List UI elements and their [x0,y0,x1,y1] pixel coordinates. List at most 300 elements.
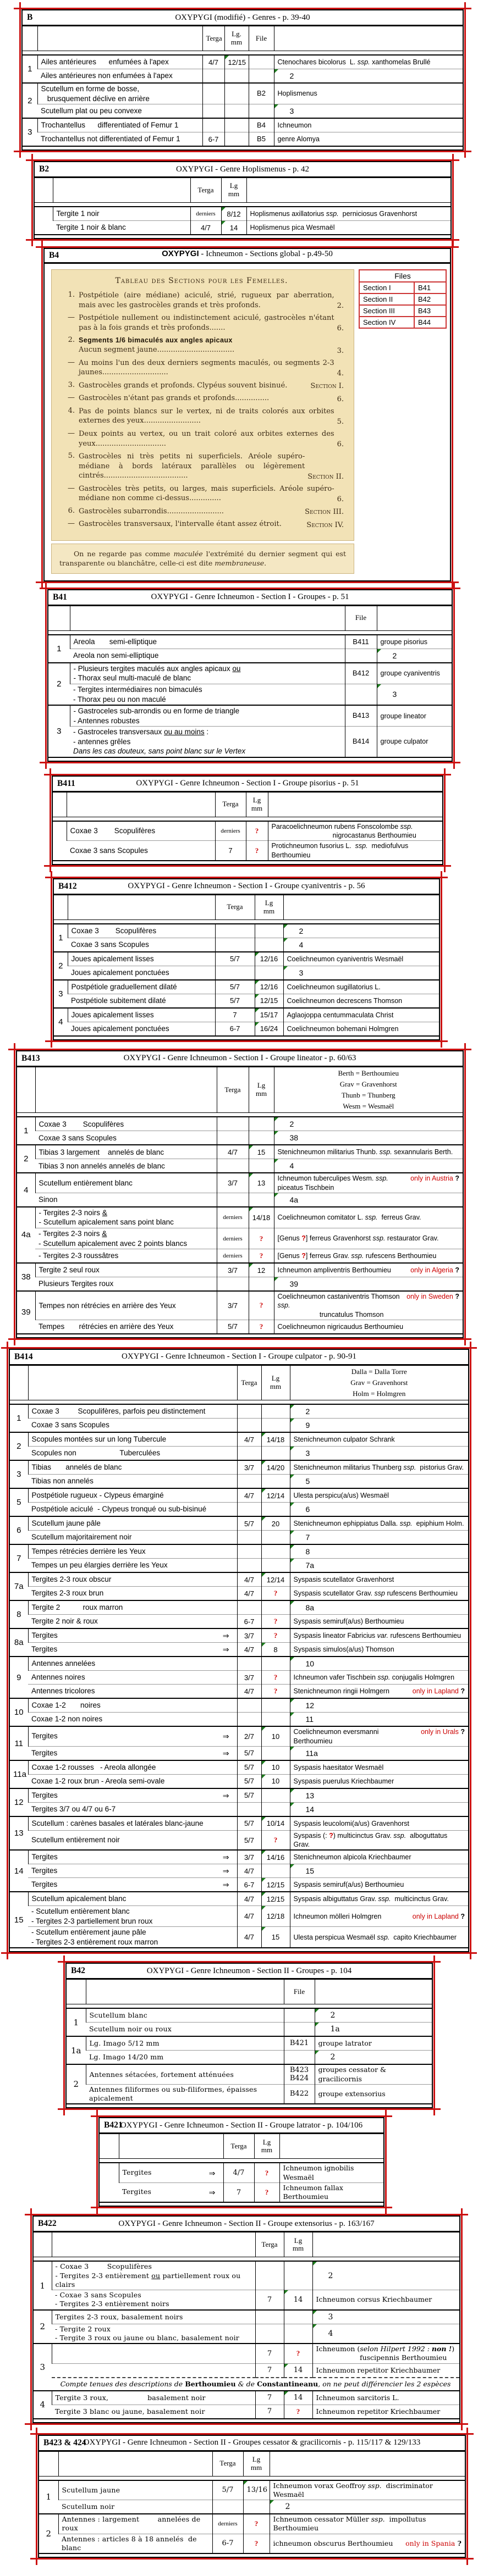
comment-marker-icon [284,938,288,942]
comment-marker-icon [274,104,278,108]
criterion-cell: Postpétiole aciculé - Clypeus tronqué ou sub-bisinué [28,1503,237,1517]
length-cell: ? [261,1671,290,1685]
key-row [22,55,463,69]
criterion-cell: Tergite 2 roux marron [28,1600,237,1615]
row-number: 1 [9,1404,28,1432]
key-row [22,132,463,147]
species-cell: groupe culpator [377,727,452,757]
double-arrow-icon: ⇒ [222,1791,229,1800]
header-blank [66,1979,86,2004]
key-row [33,2391,460,2405]
spacer-row [66,2104,432,2108]
comment-marker-icon [313,2311,317,2314]
length-cell: 13 [249,1173,274,1193]
comment-marker-icon [262,1643,266,1647]
file-ref-cell: B411 [345,635,377,649]
comment-marker-icon [290,1503,294,1506]
length-cell [261,1419,290,1433]
terga-cell: derniers [217,1249,249,1264]
entry-text: Gastrocèles très petits, ou larges, mais superficiels. Aréole supéro-médiane non comme ci-dessus.............. [79,484,334,503]
criterion-cell: Tergites ⇒ [28,1726,237,1746]
terga-cell: 5/7 [237,1830,261,1850]
row-number [34,207,53,235]
file-ref-cell [284,2008,315,2023]
key-table-B422 [30,2214,463,2424]
species-cell: Syspasis leucolomi(a/us) Gravenhorst [290,1816,469,1831]
row-number: 3 [22,118,37,146]
row-number: 2 [53,952,68,980]
length-cell: 8 [261,1643,290,1657]
key-row [9,1531,469,1545]
criterion-cell: Tergite 3 blanc ou jaune, basalement noir [52,2405,255,2419]
key-row [9,1447,469,1461]
entry-text: Gastrocèles ni très petits ni superficiels. Aréole supéro-médiane à bords latéraux parallèles ou légèrement cintrés..................................... [79,452,305,480]
key-row [99,2163,384,2182]
length-cell: 14 [284,2363,312,2378]
length-cell: ? [249,1228,274,1249]
row-number: 8 [9,1600,28,1628]
criterion-cell: Coxae 3 Scopulifères [35,1117,217,1131]
criterion-cell: Tergites ⇒ [28,1878,237,1892]
row-number [99,2163,119,2202]
criterion-cell: Scutellum noir ou roux [86,2023,284,2037]
key-row [22,118,463,132]
file-ref-cell: B421 [284,2036,315,2051]
comment-marker-icon [313,2262,317,2265]
length-cell [261,1657,290,1671]
criterion-cell: Scutellum apicalement blanc [28,1892,237,1906]
table-code: B41 [53,592,67,602]
scan-entry [59,381,344,391]
key-grid-B2 [34,161,452,239]
terga-cell [237,1447,261,1461]
header-blank [48,605,70,630]
key-row [9,1927,469,1948]
goto-cell: 39 [274,1277,463,1292]
key-grid-B414 [9,1349,469,1953]
key-row [9,1544,469,1559]
files-row [359,293,446,305]
files-code: B44 [414,317,446,328]
file-ref-cell [249,104,274,119]
terga-cell: 7 [255,2290,284,2310]
length-cell [255,938,283,952]
entry-target: Section II. [307,472,344,481]
key-row [48,727,452,757]
key-row [9,1404,469,1419]
double-arrow-icon: ⇒ [208,2188,216,2197]
criterion-cell: Tergites ⇒ [119,2182,223,2202]
entry-target: 5. [337,417,344,426]
comment-marker-icon [270,2500,274,2504]
comment-marker-icon [290,1657,294,1661]
criterion-cell: Scutellum majoritairement noir [28,1531,237,1545]
length-cell [284,2324,312,2344]
scan-panel [51,269,354,541]
length-cell [261,1531,290,1545]
terga-cell: 5/7 [237,1774,261,1788]
goto-cell: 3 [290,1447,469,1461]
length-cell: 12/16 [255,952,283,966]
terga-cell: 3/7 [217,1263,249,1277]
key-row [9,1906,469,1927]
entry-text: Deux points au vertex, ou un trait coloré aux orbites externes des yeux............................... [79,429,334,448]
key-row [17,1173,463,1193]
row-number: 2 [39,2514,58,2553]
row-number: 7 [9,1544,28,1572]
species-cell: [Genus ?] ferreus Gravenhorst ssp. restaurator Grav. [274,1228,463,1249]
length-cell: ? [254,2163,279,2182]
key-row [66,2064,432,2084]
criterion-cell [52,2363,255,2378]
comment-marker-icon [255,1009,259,1012]
length-cell: 12/16 [255,980,283,994]
table-code: B423 & 424 [43,2437,86,2447]
comment-marker-icon [290,1789,294,1793]
comment-marker-icon [262,1433,266,1437]
species-cell: Syspasis lineator Fabricius var. rufescens Berthoumieu [290,1628,469,1643]
terga-cell [212,2500,243,2514]
column-header-lg: Lg mm [254,2134,279,2159]
key-row [9,1746,469,1760]
region-flag: only in Austria ? [410,1175,459,1183]
criterion-cell: Tergites 2-3 roux obscur [28,1572,237,1587]
header-blank [70,605,345,630]
species-cell: Stenichneumon alpicola Kriechbaumer [290,1850,469,1864]
terga-cell [237,1419,261,1433]
region-flag: only in Urals ? [421,1728,465,1736]
species-cell: only in Austria ? Ichneumon tuberculipes Wesm. ssp. piceatus Tischbein [274,1173,463,1193]
table-code: B2 [39,164,50,174]
spacer-row [53,1036,439,1040]
header-blank [68,894,215,919]
key-row [9,1788,469,1803]
species-cell: Syspasis semiruf(a/us) Berthoumieu [290,1878,469,1892]
criterion-cell: Scutellum noir [58,2500,212,2514]
key-row [9,1864,469,1878]
species-cell: Stenichneumon militarius Thunberg ssp. pistorius Grav. [290,1460,469,1475]
criterion-cell: Tibias 3 non annelés annelés de blanc [35,1159,217,1173]
files-section: Section II [359,293,414,305]
criterion-cell: Tibias annelés de blanc [28,1460,237,1475]
header-blank [119,2134,223,2159]
header-blank [58,2451,212,2476]
comment-marker-icon [262,1761,266,1765]
comment-marker-icon [249,1264,253,1267]
table-title: OXYPYGI - Genre Ichneumon - Section II - Groupes - p. 104 [146,1966,352,1975]
terga-cell [237,1503,261,1517]
table-title: OXYPYGI - Genre Ichneumon - Section II - Groupes cessator & gracilicornis - p. 115/117 & 129/133 [83,2438,421,2447]
comment-marker-icon [274,69,278,73]
scan-entry [59,507,344,517]
comment-marker-icon [262,1517,266,1521]
species-cell: Syspasis semiruf(a/us) Berthoumieu [290,1615,469,1629]
key-table-B414 [7,1347,471,1954]
entry-number: 1. [68,291,75,300]
comment-marker-icon [262,1817,266,1821]
terga-cell: 3/7 [237,1460,261,1475]
column-header-lg: Lg mm [261,1365,290,1400]
file-ref-cell: B422 [284,2084,315,2104]
criterion-cell: Tergites ⇒ [28,1864,237,1878]
entry-text: Au moins l'un des deux derniers segments maculés, ou segments 2-3 jaunes............................. [79,358,334,377]
comment-marker-icon [262,1573,266,1577]
criterion-cell: Tempes non rétrécies en arrière des Yeux [35,1291,217,1320]
key-row [17,1320,463,1334]
entry-target: 6. [337,440,344,449]
length-cell: 14 [284,2391,312,2405]
criterion-cell: Coxae 3 Scopulifères [68,924,215,938]
terga-cell: 7 [223,2182,254,2202]
criterion-cell: Coxae 3 Scopulifères, parfois peu distinctement [28,1404,237,1419]
length-cell: 10 [261,1760,290,1775]
header-blank [67,791,215,817]
spacer-row [52,861,443,865]
species-cell: Hoplismenus [274,83,463,104]
terga-cell: 4/7 [202,55,224,69]
terga-cell: 3/7 [217,1173,249,1193]
criterion-cell: Scutellum entièrement noir [28,1830,237,1850]
header-blank [9,1365,28,1400]
criterion-cell: - Scutellum entièrement jaune pâle - Tergites 2-3 entièrement roux marron [28,1927,237,1948]
sections-scan-body [45,264,450,580]
key-row [9,1419,469,1433]
terga-cell [237,1802,261,1816]
length-cell: 12/14 [261,1572,290,1587]
spacer-row [33,2419,460,2423]
species-cell: Ichneumon ignobilis Wesmaël [279,2163,384,2182]
criterion-cell: Coxae 1-2 non noires [28,1713,237,1727]
comment-marker-icon [274,1193,278,1197]
criterion-cell: Plusieurs Tergites roux [35,1277,217,1292]
criterion-cell: Tergites 3/7 ou 4/7 ou 6-7 [28,1802,237,1816]
row-number: 2 [22,83,37,118]
column-header-file: File [249,26,274,51]
species-cell: Syspasis puerulus Kriechbaumer [290,1774,469,1788]
length-cell: 14/16 [261,1850,290,1864]
terga-cell: 3/7 [237,1628,261,1643]
species-cell: Ulesta perspicua Wesmaël ssp. capito Kriechbaumer [290,1927,469,1948]
scan-entry [59,429,344,448]
column-header-terga: Terga [237,1365,261,1400]
species-cell: Hoplismenus axillatorius ssp. perniciosus Gravenhorst [246,207,451,221]
terga-cell: 5/7 [237,1746,261,1760]
column-header-terga: Terga [215,791,246,817]
key-row [34,207,451,221]
column-header-lg: Lg. mm [224,26,249,51]
criterion-cell: - Tergites intermédiaires non bimaculés - Thorax peu ou non maculé [70,684,345,706]
key-row [9,1726,469,1746]
column-header-file: File [284,1979,315,2004]
double-arrow-icon: ⇒ [222,1732,229,1741]
spacer-row [17,1334,463,1338]
key-grid-B423424 [38,2435,466,2558]
files-section: Section III [359,305,414,317]
key-row [48,705,452,727]
goto-cell: 4 [312,2324,460,2344]
files-row [359,317,446,328]
length-cell: ? [261,1615,290,1629]
species-cell: only in Lapland ? Ichneumon mölleri Holmgren [290,1906,469,1927]
spacer-row [34,235,451,239]
table-code: B411 [57,778,75,788]
length-cell: 12/15 [261,1878,290,1892]
table-title-bar [17,1051,463,1067]
row-number: 1 [33,2261,52,2309]
table-title-bar [99,2118,384,2134]
goto-cell: 8 [290,1544,469,1559]
comment-marker-icon [262,1489,266,1493]
criterion-cell: Trochantellus not differentiated of Femur 1 [37,132,202,147]
key-row [53,924,439,938]
spacer-row [48,757,452,761]
row-number: 11a [9,1760,28,1788]
header-blank [53,894,68,919]
entry-text: Gastrocèles subarrondis......................... [79,507,224,516]
key-grid-B [21,9,464,151]
row-number: 4 [33,2391,52,2419]
double-arrow-icon: ⇒ [222,1631,229,1641]
scan-entry [59,313,344,333]
comment-marker-icon [255,1022,259,1026]
files-section: Section IV [359,317,414,328]
terga-cell: 3/7 [237,1671,261,1685]
terga-cell [237,1475,261,1489]
file-ref-cell [249,69,274,84]
length-cell: 12/15 [261,1892,290,1906]
row-number: 1 [53,924,68,952]
criterion-cell: - Tergites 2-3 noirs & - Scutellum apicalement avec 2 points blancs [35,1228,217,1249]
comment-marker-icon [222,207,226,211]
entry-number: 2. [68,336,75,345]
length-cell [261,1404,290,1419]
key-row [33,2363,460,2378]
length-cell: 8/12 [221,207,246,221]
entry-text: Pas de points blancs sur le vertex, ni de traits colorés aux orbites externes des yeux......................... [79,407,334,425]
goto-cell: 2 [315,2051,432,2065]
length-cell [255,966,283,980]
length-cell [261,1544,290,1559]
length-cell [249,1117,274,1131]
key-table-B412 [51,877,442,1042]
terga-cell [237,1559,261,1573]
comment-marker-icon [274,1159,278,1163]
criterion-cell: Ailes antérieures non enfumées à l'apex [37,69,202,84]
terga-cell: 4/7 [237,1685,261,1699]
double-arrow-icon: ⇒ [222,1880,229,1890]
length-cell: 15 [249,1145,274,1159]
terga-cell: 5/7 [215,980,255,994]
key-row [17,1249,463,1264]
header-blank [37,26,202,51]
length-cell [284,2310,312,2324]
goto-cell: 4 [274,1159,463,1173]
criterion-cell: - Tergites 2-3 noirs & - Scutellum apicalement sans point blanc [35,1207,217,1228]
table-code: B42 [71,1966,85,1976]
terga-cell: 7 [215,1008,255,1022]
terga-cell: 4/7 [237,1906,261,1927]
species-cell: Coelichneumon decrescens Thomson [283,994,439,1008]
tables-stack [0,8,478,2560]
comment-marker-icon [274,1277,278,1281]
entry-number: — [68,484,75,492]
criterion-cell: Coxae 3 sans Scopules [68,938,215,952]
terga-cell [237,1404,261,1419]
criterion-cell: Antennes tricolores [28,1685,237,1699]
key-row [66,2008,432,2023]
criterion-cell: - Gastroceles sub-arrondis ou en forme de triangle - Antennes robustes [70,705,345,727]
criterion-cell: Joues apicalement lisses [68,952,215,966]
species-cell: only in Algeria ? Ichneumon ampliventris Berthoumieu [274,1263,463,1277]
terga-cell: derniers [217,1228,249,1249]
column-header-terga: Terga [223,2134,254,2159]
comment-marker-icon [255,952,259,956]
terga-cell: derniers [190,207,221,221]
key-table-B2 [31,159,454,241]
table-title: OXYPYGI (modifié) - Genres - p. 39-40 [175,13,310,22]
terga-cell: 4/7 [190,221,221,235]
key-row [9,1600,469,1615]
terga-cell: 7 [255,2363,284,2378]
terga-cell [237,1657,261,1671]
scan-entry [59,407,344,426]
entry-number: — [68,429,75,437]
table-title-bar [34,162,451,178]
entry-number: 6. [68,506,75,515]
comment-marker-icon [290,1559,294,1563]
terga-cell: 7 [255,2405,284,2419]
comment-marker-icon [290,1419,294,1422]
criterion-cell: Scopules montées sur un long Tubercule [28,1432,237,1447]
length-cell: ? [249,1320,274,1334]
goto-cell: 9 [290,1419,469,1433]
criterion-cell: Tibias non annelés [28,1475,237,1489]
table-code: B [27,13,33,22]
length-cell: 14 [284,2290,312,2310]
length-cell [249,1193,274,1207]
spacer-row [22,51,463,56]
scan-entry [59,291,344,310]
criterion-cell: Ailes antérieures enfumées à l'apex [37,55,202,69]
key-row [53,994,439,1008]
terga-cell [237,1713,261,1727]
key-row [9,1516,469,1531]
length-cell [249,1277,274,1292]
key-row [9,1657,469,1671]
length-cell [261,1864,290,1878]
scan-entry [59,484,344,503]
goto-cell: 2 [377,649,452,663]
files-section: Section I [359,282,414,293]
row-number: 4 [53,1008,68,1036]
abbrev-legend [377,605,452,630]
key-row [9,1760,469,1775]
terga-cell: 5/7 [237,1816,261,1831]
goto-cell: 7a [290,1559,469,1573]
length-cell [261,1503,290,1517]
length-cell [224,69,249,84]
terga-cell: 4/7 [237,1643,261,1657]
length-cell [224,104,249,119]
terga-cell: 4/7 [237,1488,261,1503]
length-cell [261,1475,290,1489]
criterion-cell: Lg. Imago 14/20 mm [86,2051,284,2065]
region-flag: only in Spania ? [405,2539,461,2547]
goto-cell: 11 [290,1713,469,1727]
entry-text: Postpétiole nullement ou indistinctement aciculé, gastrocèles n'étant pas à la fois grands et très profonds....... [79,314,334,332]
key-row [39,2480,465,2500]
length-cell: ? [249,1249,274,1264]
